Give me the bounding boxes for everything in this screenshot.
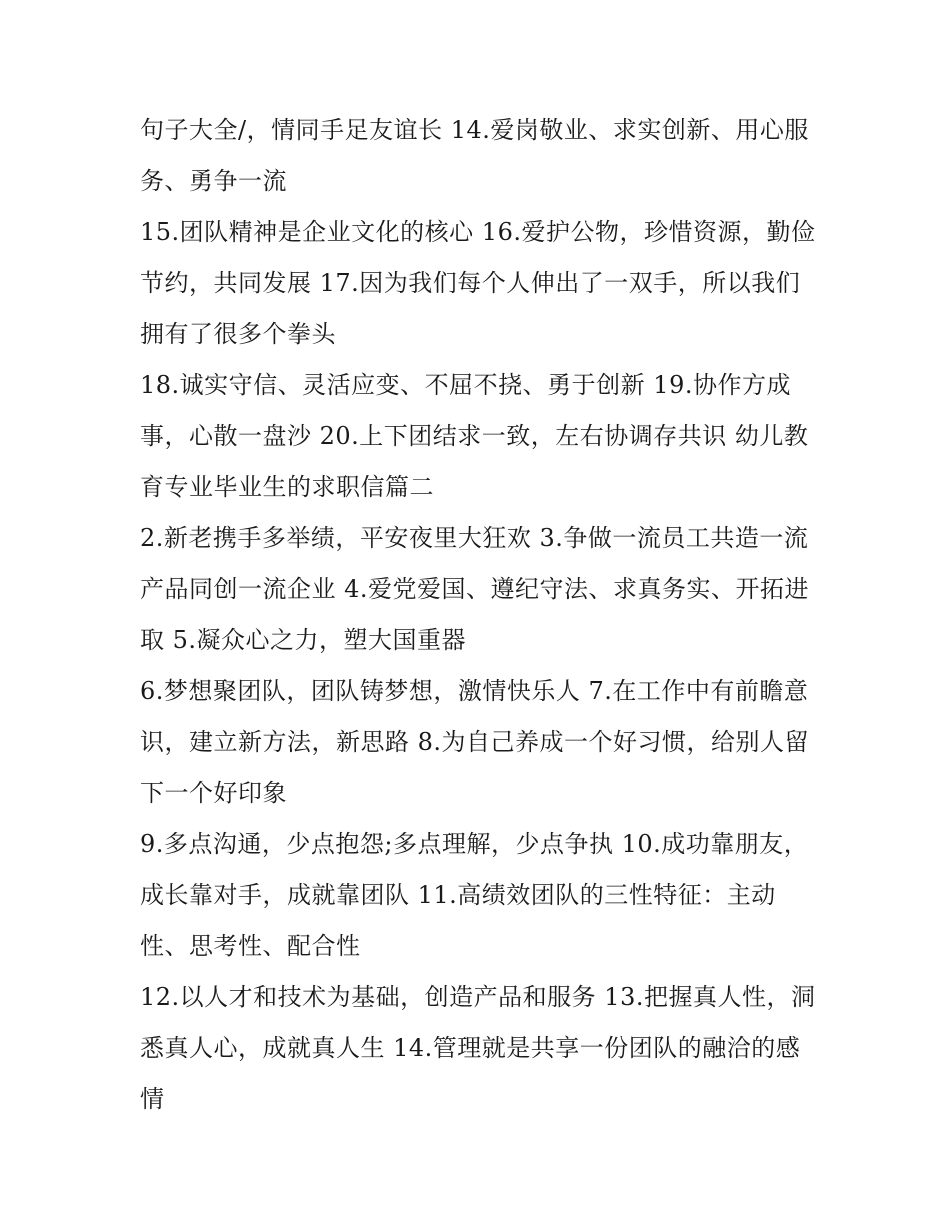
document-body (140, 105, 820, 1125)
paragraph-6: 9.多点沟通，少点抱怨;多点理解，少点争执 10.成功靠朋友，成长靠对手，成就靠团队 11.高绩效团队的三性特征：主动性、思考性、配合性 (140, 830, 809, 960)
paragraph-5: 6.梦想聚团队，团队铸梦想，激情快乐人 7.在工作中有前瞻意识，建立新方法，新思路 8.为自己养成一个好习惯，给别人留下一个好印象 (140, 677, 810, 807)
paragraph-2: 15.团队精神是企业文化的核心 16.爱护公物，珍惜资源，勤俭节约，共同发展 17.因为我们每个人伸出了一双手，所以我们拥有了很多个拳头 (140, 218, 816, 348)
paragraph-1: 句子大全/，情同手足友谊长 14.爱岗敬业、求实创新、用心服务、勇争一流 (140, 116, 809, 195)
paragraph-4: 2.新老携手多举绩，平安夜里大狂欢 3.争做一流员工共造一流产品同创一流企业 4.爱党爱国、遵纪守法、求真务实、开拓进取 5.凝众心之力，塑大国重器 (140, 524, 810, 654)
paragraph-7: 12.以人才和技术为基础，创造产品和服务 13.把握真人性，洞悉真人心，成就真人生 14.管理就是共享一份团队的融洽的感情 (140, 983, 816, 1113)
paragraph-3: 18.诚实守信、灵活应变、不屈不挠、勇于创新 19.协作方成事，心散一盘沙 20.上下团结求一致，左右协调存共识 幼儿教育专业毕业生的求职信篇二 (140, 371, 809, 501)
